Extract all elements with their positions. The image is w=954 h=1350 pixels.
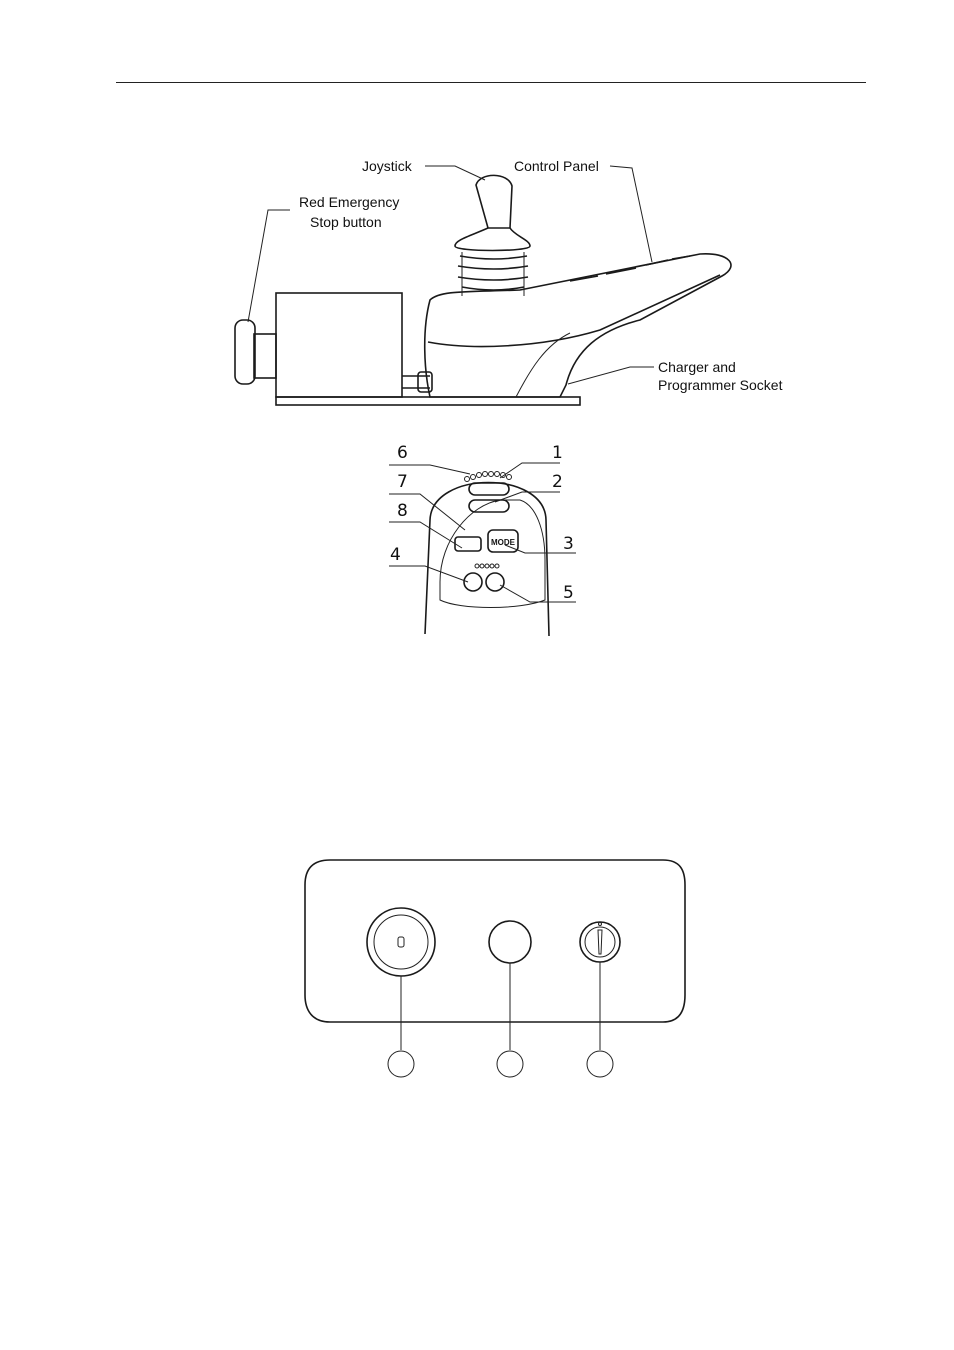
indicator-circle-1	[388, 1051, 414, 1077]
label-charger-2: Programmer Socket	[658, 377, 783, 393]
control-panel-top-view	[389, 443, 576, 636]
leader-joystick	[425, 166, 485, 180]
speed-leds	[475, 564, 499, 568]
mode-button-label: MODE	[491, 538, 515, 547]
callout-4: 4	[390, 545, 401, 565]
panel-outline	[425, 483, 549, 637]
controller-body	[425, 254, 731, 397]
callout-3: 3	[563, 534, 574, 554]
battery-leds	[465, 472, 512, 482]
socket-panel-outline	[305, 860, 685, 1022]
charger-socket	[367, 908, 435, 976]
key-switch	[580, 922, 620, 962]
leader-control-panel	[610, 166, 652, 262]
key-switch-inner	[585, 927, 615, 957]
label-estop-1: Red Emergency	[299, 194, 400, 210]
socket-panel	[305, 860, 685, 1077]
callout-1: 1	[552, 443, 563, 463]
callout-5: 5	[563, 583, 574, 603]
joystick-cap	[455, 228, 530, 251]
speed-up-button	[486, 573, 504, 591]
estop-housing	[276, 293, 402, 397]
base-plate	[276, 397, 580, 405]
label-control-panel: Control Panel	[514, 158, 599, 174]
horn-button	[469, 500, 509, 512]
callout-7: 7	[397, 472, 408, 492]
joystick-bellows	[458, 256, 528, 290]
indicator-circle-3	[587, 1051, 613, 1077]
joystick-knob	[476, 175, 512, 228]
leader-estop	[248, 210, 290, 322]
cable-connector	[418, 372, 432, 392]
charger-socket-pin	[398, 937, 404, 947]
estop-collar	[254, 334, 276, 378]
callout-2: 2	[552, 472, 563, 492]
indicator-circle-2	[497, 1051, 523, 1077]
label-charger-1: Charger and	[658, 359, 736, 375]
power-button	[469, 483, 509, 495]
charger-socket-inner	[374, 915, 428, 969]
estop-button	[235, 320, 255, 384]
callout-6: 6	[397, 443, 408, 463]
round-socket	[489, 921, 531, 963]
controller-side-view	[235, 158, 783, 405]
cable	[402, 376, 430, 388]
body-seam	[428, 275, 720, 346]
label-joystick: Joystick	[362, 158, 412, 174]
chair-icon	[455, 537, 481, 551]
callout-8: 8	[397, 501, 408, 521]
label-estop-2: Stop button	[310, 214, 382, 230]
key-slot	[598, 930, 602, 954]
leader-charger	[568, 367, 654, 384]
